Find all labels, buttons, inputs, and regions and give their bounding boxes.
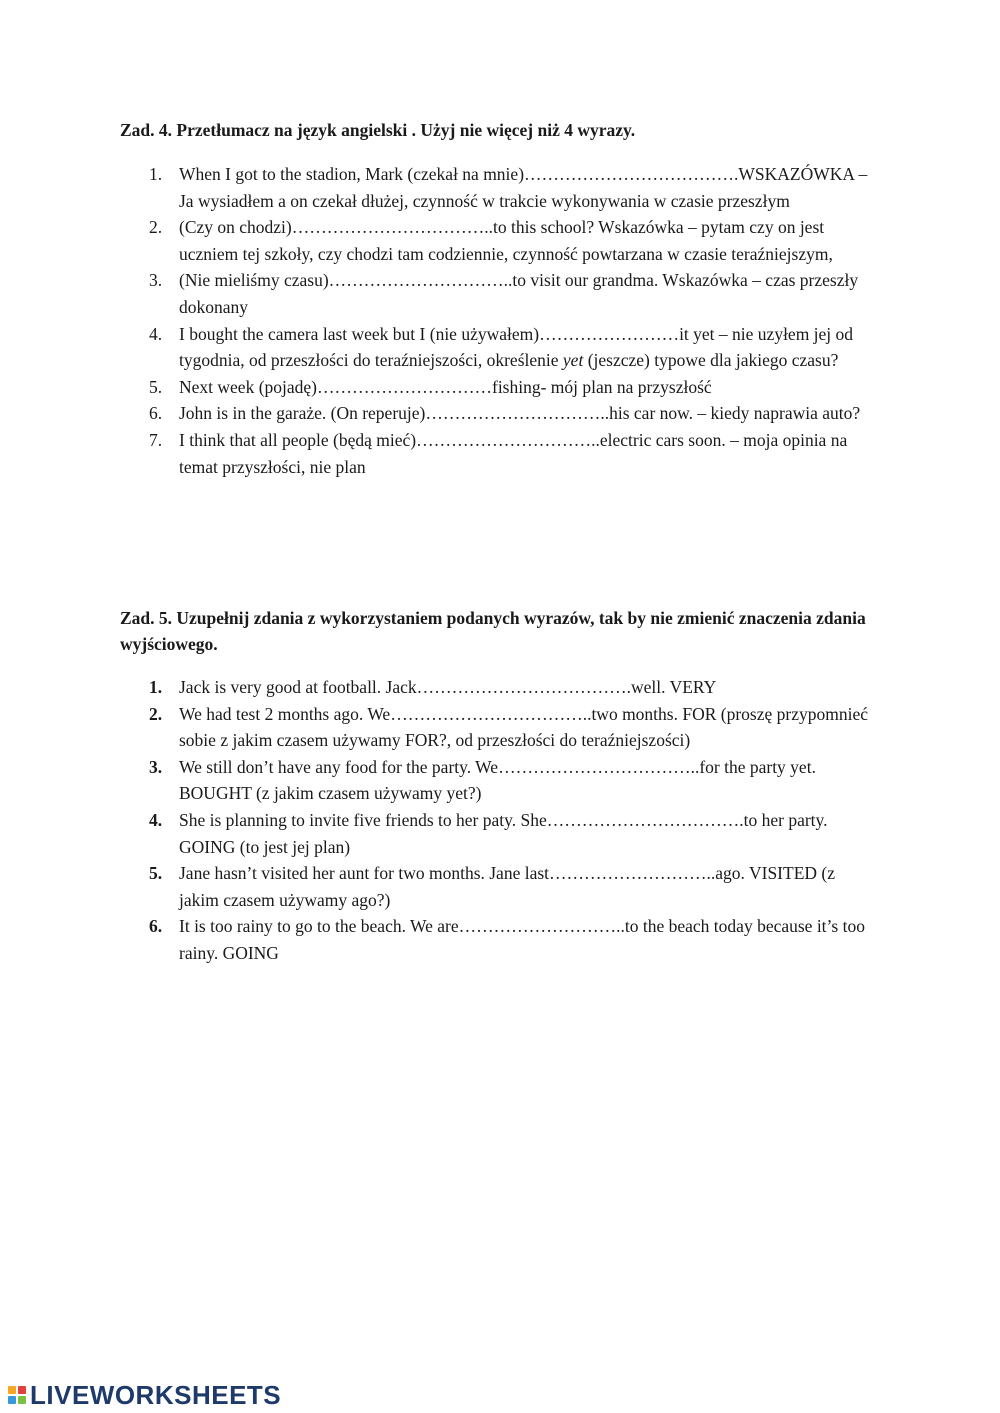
item-text: It is too rainy to go to the beach. We are………………………..to the beach today because it’s too rainy. GOING <box>179 916 865 963</box>
item-text-italic: yet <box>562 350 584 371</box>
logo-block-icon <box>18 1396 26 1404</box>
task4-heading: Zad. 4. Przetłumacz na język angielski . Użyj nie więcej niż 4 wyrazy. <box>120 120 636 140</box>
list-item <box>0 161 879 214</box>
list-item <box>0 214 879 267</box>
logo-block-icon <box>18 1386 26 1394</box>
liveworksheets-logo <box>8 1382 281 1408</box>
item-number: 1. <box>149 677 163 697</box>
task5-heading: Zad. 5. Uzupełnij zdania z wykorzystaniem podanych wyrazów, tak by nie zmienić znaczenia zdania wyjściowego. <box>120 608 866 654</box>
list-item <box>0 267 879 320</box>
item-number: 4. <box>149 323 163 344</box>
item-number: 4. <box>149 809 163 830</box>
list-item <box>0 913 879 966</box>
list-item <box>0 701 879 754</box>
item-number: 6. <box>149 403 163 424</box>
item-text: Jack is very good at football. Jack……………………………….well. VERY <box>179 677 717 697</box>
logo-blocks-icon <box>8 1386 26 1404</box>
item-number: 3. <box>149 270 163 291</box>
task4-list <box>0 161 879 480</box>
list-item <box>0 374 879 401</box>
item-number: 2. <box>149 703 163 724</box>
item-number: 7. <box>149 429 163 450</box>
item-text: Jane hasn’t visited her aunt for two months. Jane last………………………..ago. VISITED (z jakim czasem używamy ago?) <box>179 863 835 910</box>
list-item <box>0 321 879 374</box>
list-item <box>0 860 879 913</box>
item-number: 5. <box>149 863 163 884</box>
item-number: 6. <box>149 916 163 937</box>
item-text: When I got to the stadion, Mark (czekał na mnie)……………………………….WSKAZÓWKA – Ja wysiadłem a on czekał dłużej, czynność w trakcie wykonywania w czasie przeszłym <box>179 164 868 211</box>
logo-block-icon <box>8 1396 16 1404</box>
item-text: She is planning to invite five friends to her paty. She…………………………….to her party. GOING (to jest jej plan) <box>179 809 828 857</box>
item-number: 3. <box>149 756 163 777</box>
item-text: We had test 2 months ago. We……………………………..two months. FOR (proszę przypomnieć sobie z jakim czasem używamy FOR?, od przeszłości do teraźniejszości) <box>179 703 869 751</box>
list-item <box>0 400 879 427</box>
task5-list <box>0 674 879 967</box>
item-text: I think that all people (będą mieć)…………………………..electric cars soon. – moja opinia na temat przyszłości, nie plan <box>179 429 848 477</box>
item-text: (Czy on chodzi)……………………………..to this school? Wskazówka – pytam czy on jest uczniem tej szkoły, czy chodzi tam codziennie, czynność powtarzana w czasie teraźniejszym, <box>179 217 833 264</box>
list-item <box>0 807 879 860</box>
item-text: Next week (pojadę)…………………………fishing- mój plan na przyszłość <box>179 376 712 397</box>
item-text-end: (jeszcze) typowe dla jakiego czasu? <box>583 350 839 371</box>
list-item <box>0 427 879 480</box>
logo-text: LIVEWORKSHEETS <box>30 1380 282 1410</box>
list-item <box>0 754 879 807</box>
item-number: 1. <box>149 164 163 184</box>
item-number: 2. <box>149 217 163 238</box>
item-text: (Nie mieliśmy czasu)…………………………..to visit our grandma. Wskazówka – czas przeszły dokonany <box>179 270 859 317</box>
item-text: John is in the garaże. (On reperuje)…………………………..his car now. – kiedy naprawia auto? <box>179 403 861 424</box>
list-item <box>0 674 879 701</box>
item-text: I bought the camera last week but I (nie używałem)……………………it yet – nie uzyłem jej od tygodnia, od przeszłości do teraźniejszości, określenie <box>179 323 854 371</box>
logo-block-icon <box>8 1386 16 1394</box>
item-text: We still don’t have any food for the party. We……………………………..for the party yet. BOUGHT (z jakim czasem używamy yet?) <box>179 756 816 804</box>
item-number: 5. <box>149 376 163 397</box>
